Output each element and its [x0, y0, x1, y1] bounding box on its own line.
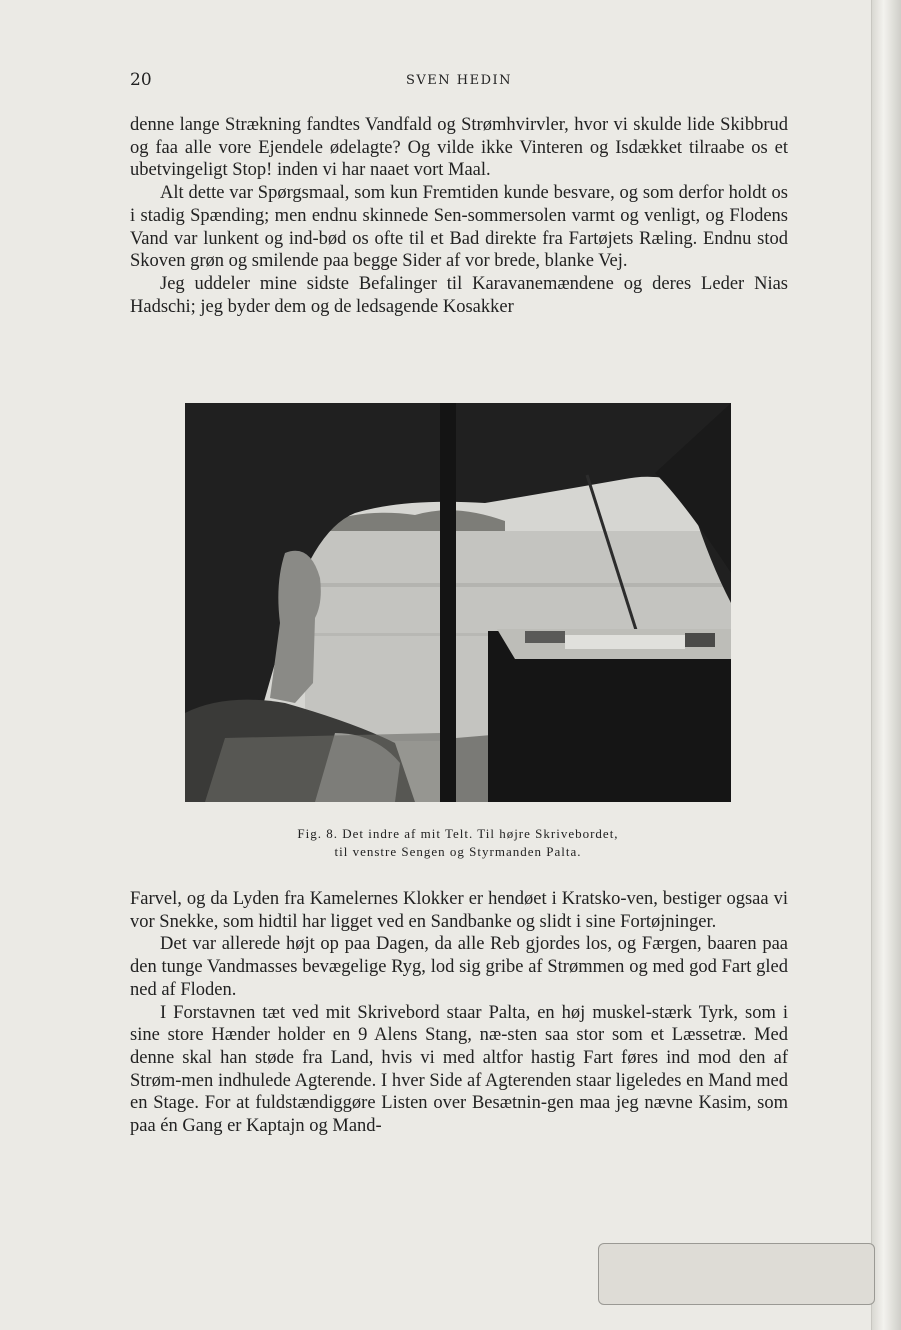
caption-line: Fig. 8. Det indre af mit Telt. Til højre Skrivebordet, — [297, 826, 619, 841]
page-number: 20 — [130, 70, 152, 90]
paragraph: Det var allerede højt op paa Dagen, da alle Reb gjordes los, og Færgen, baaren paa den tunge Vandmasses bevægelige Ryg, lod sig gribe af Strømmen og med god Fart gled ned af Floden. — [130, 934, 788, 1000]
paragraph: denne lange Strækning fandtes Vandfald og Strømhvirvler, hvor vi skulde lide Skibbrud og faa alle vore Ejendele ødelagte? Og vilde ikke Vinteren og Isdækket tilraabe os et ubetvingeligt Stop! inden vi har naaet vort Maal. — [130, 115, 788, 181]
library-stamp-frame — [598, 1243, 875, 1305]
paragraph: Jeg uddeler mine sidste Befalinger til Karavanemændene og deres Leder Nias Hadschi; jeg byder dem og de ledsagende Kosakker — [130, 273, 788, 317]
caption-line: til venstre Sengen og Styrmanden Palta. — [334, 844, 582, 859]
paragraph: Farvel, og da Lyden fra Kamelernes Klokker er hendøet i Kratsko-ven, bestiger ogsaa vi vor Snekke, som hidtil har ligget ved en Sandbanke og slidt i sine Fortøjninger. — [130, 889, 788, 932]
figure-caption — [200, 825, 716, 861]
text-block-top — [130, 114, 788, 318]
running-title: SVEN HEDIN — [405, 73, 513, 88]
paragraph: I Forstavnen tæt ved mit Skrivebord staar Palta, en høj muskel-stærk Tyrk, som i sine store Hænder holder en 9 Alens Stang, næ-sten saa stor som et Læssetræ. Med denne skal han støde fra Land, hvis vi med altfor hastig Fart føres ind mod den af Strøm-men indhulede Agterende. I hver Side af Agterenden staar ligeledes en Mand med en Stage. For at fuldstændiggøre Listen over Besætnin-gen maa jeg nævne Kasim, som paa én Gang er Kaptajn og Mand- — [130, 1002, 788, 1137]
page-edge — [871, 0, 901, 1330]
paragraph: Alt dette var Spørgsmaal, som kun Fremtiden kunde besvare, og som derfor holdt os i stadig Spænding; men endnu skinnede Sen-sommersolen varmt og venligt, og Flodens Vand var lunkent og ind-bød os ofte til et Bad direkte fra Fartøjets Ræling. Endnu stod Skoven grøn og smilende paa begge Sider af vor brede, blanke Vej. — [130, 183, 788, 272]
page-header — [130, 70, 788, 92]
photo-tent-interior — [185, 403, 731, 802]
text-block-bottom — [130, 888, 788, 1138]
